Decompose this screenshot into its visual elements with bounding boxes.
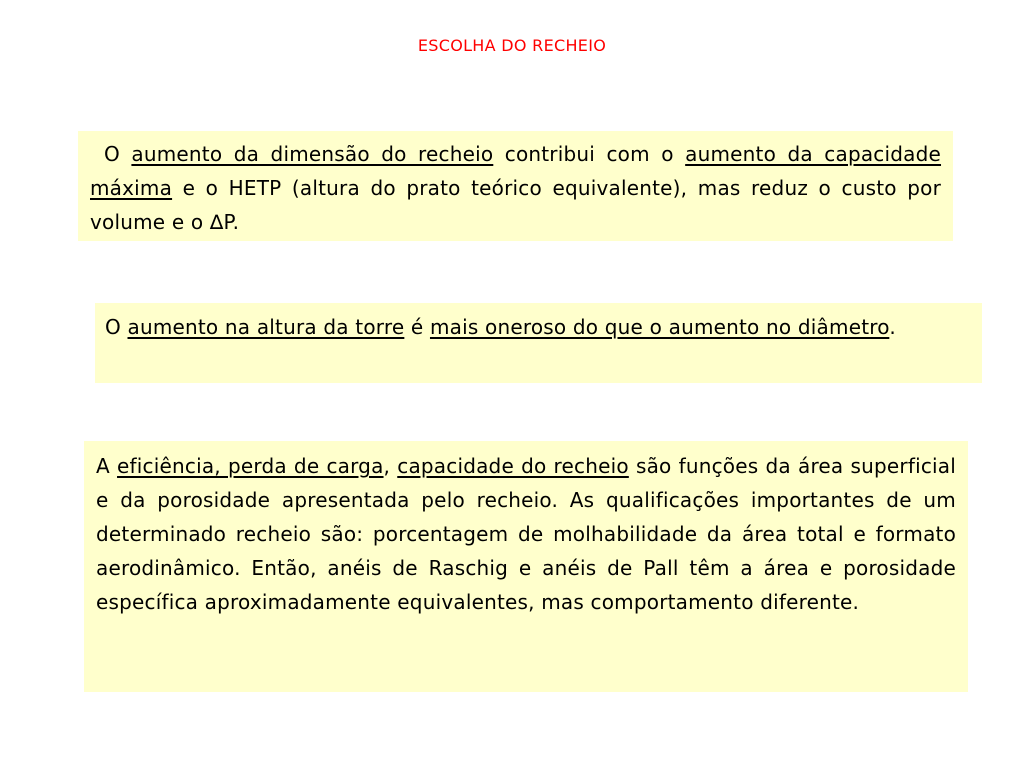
text-segment: . [889,315,896,339]
text-box-tower-height [95,303,982,383]
text-segment: é [404,315,430,339]
underlined-phrase: aumento da dimensão do recheio [131,142,494,166]
text-segment: e o HETP (altura do prato teórico equivalente), mas reduz o custo por volume e o ∆P. [90,176,941,234]
paragraph-tower-height [105,310,972,344]
text-segment: contribui com o [493,142,686,166]
underlined-phrase: mais oneroso do que o aumento no diâmetro [429,315,890,339]
text-segment: A [96,454,118,478]
text-box-packing-efficiency [84,441,968,692]
text-segment: O [105,315,128,339]
underlined-phrase: aumento na altura da torre [127,315,405,339]
paragraph-packing-size [90,137,941,239]
underlined-phrase: eficiência, perda de carga [117,454,384,478]
text-segment: são funções da área superficial e da porosidade apresentada pelo recheio. As qualificações importantes de um determinado recheio são: porcentagem de molhabilidade da área total e formato aerodinâmico. Então, anéis de Raschig e anéis de Pall têm a área e porosidade específica aproximadamente equivalentes, mas comportamento diferente. [96,454,956,614]
paragraph-packing-efficiency [96,449,956,619]
text-segment: , [383,454,398,478]
underlined-phrase: capacidade do recheio [397,454,629,478]
slide-title: ESCOLHA DO RECHEIO [417,36,607,55]
text-segment: O [104,142,132,166]
underlined-phrase: aumento da capacidade máxima [90,142,942,200]
text-box-packing-size [78,131,953,241]
